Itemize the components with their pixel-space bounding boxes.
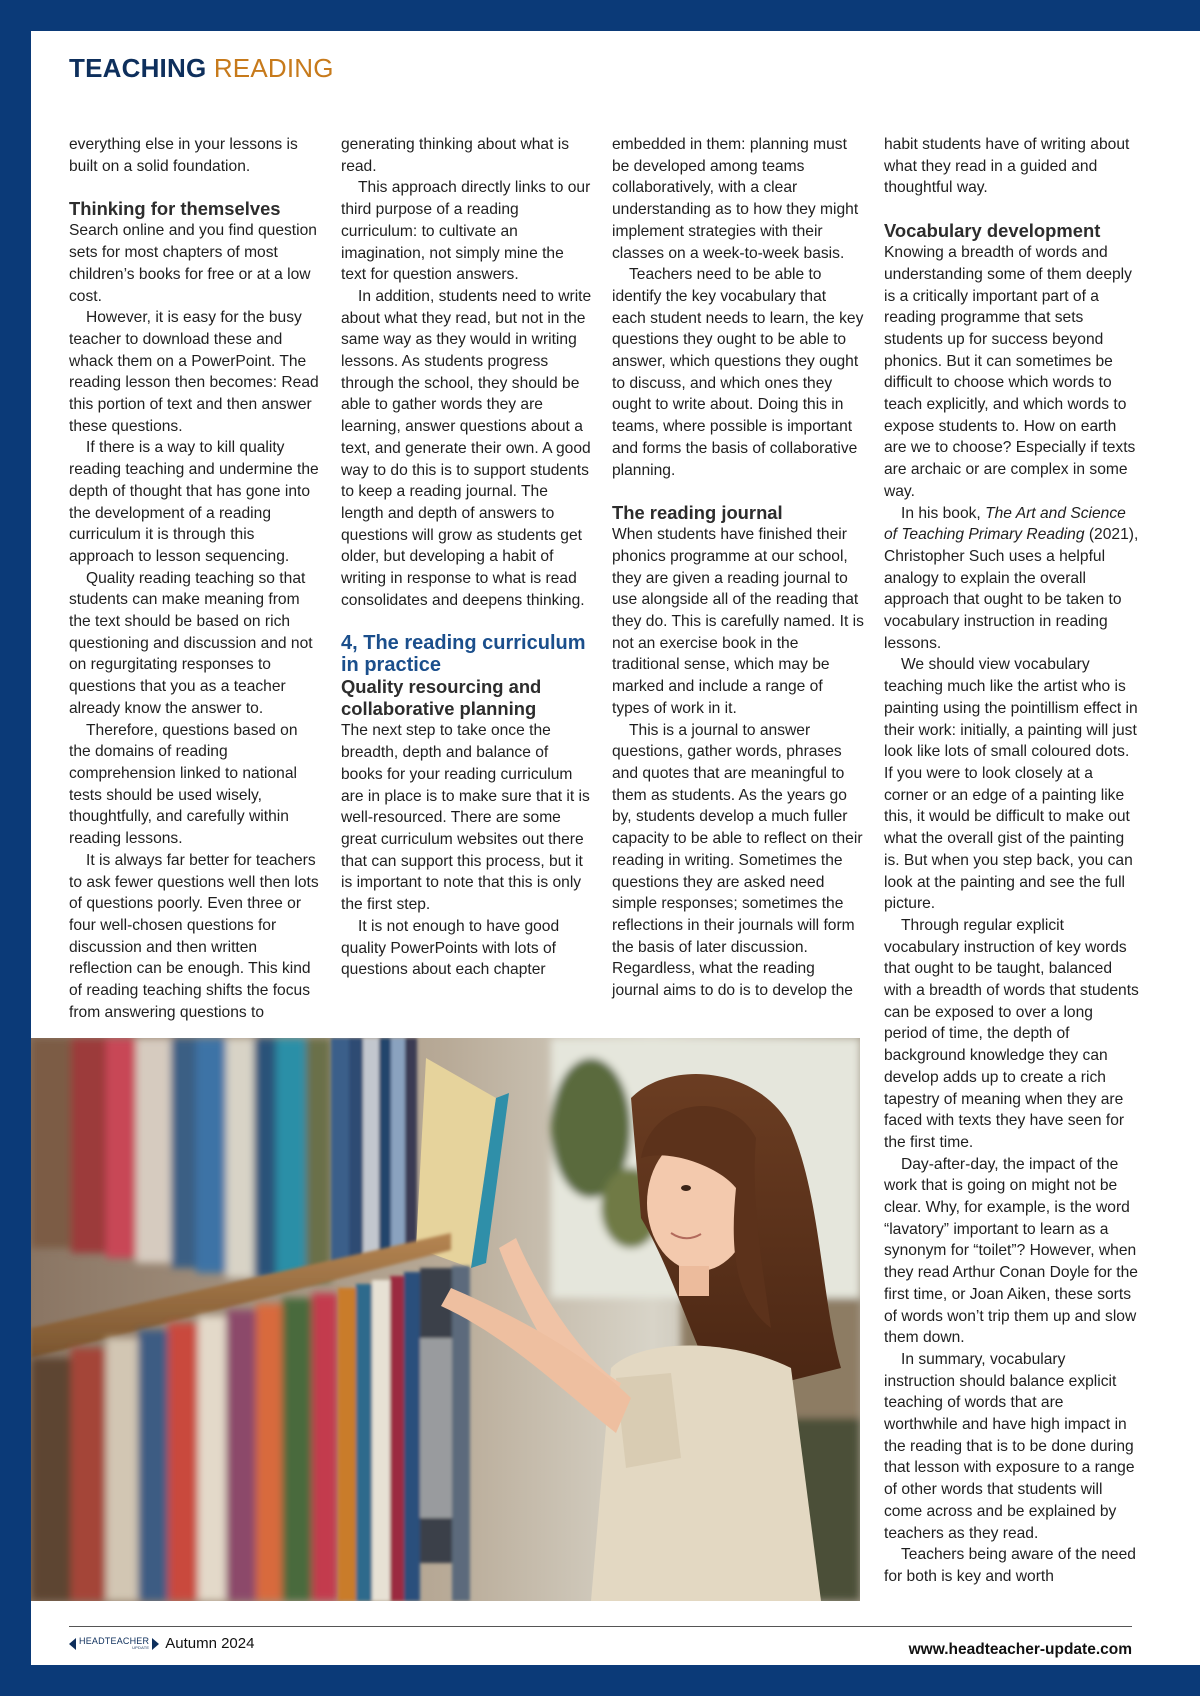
footer-rule bbox=[69, 1626, 1132, 1627]
paragraph: Quality reading teaching so that students can make meaning from the text should be based on rich questioning and discussion and not on regurgitating responses to questions that you as a teacher already know the answer to. bbox=[69, 569, 313, 717]
section-heading-curriculum-practice: 4, The reading curriculum in practice bbox=[341, 632, 586, 677]
subheading-reading-journal: The reading journal bbox=[612, 502, 783, 524]
logo-subtext: UPDATE bbox=[132, 1645, 150, 1650]
paragraph: In summary, vocabulary instruction should balance explicit teaching of words that are worthwhile and have high impact in the reading that is to be done during that lesson with exposure to a range of other words that students will come across and be explained by teachers as they read. bbox=[884, 1350, 1135, 1542]
paragraph: However, it is easy for the busy teacher to download these and whack them on a PowerPoint. The reading lesson then becomes: Read this portion of text and then answer these questions. bbox=[69, 309, 319, 435]
logo-text: HEADTEACHER bbox=[79, 1636, 150, 1646]
paragraph: It is not enough to have good quality PowerPoints with lots of questions about each chapter bbox=[341, 917, 560, 979]
section-title-part1: TEACHING bbox=[69, 53, 207, 83]
paragraph: Therefore, questions based on the domains of reading comprehension linked to national tests should be used wisely, thoughtfully, and carefully within reading lessons. bbox=[69, 721, 298, 848]
paragraph: When students have finished their phonics programme at our school, they are given a reading journal to use alongside all of the reading that they do. This is carefully named. It is not an exercise book in the traditional sense, which may be marked and include a range of types of work in it. bbox=[612, 526, 864, 717]
footer-left bbox=[69, 1635, 254, 1652]
magazine-page bbox=[31, 31, 1200, 1665]
paragraph: If there is a way to kill quality reading teaching and undermine the depth of thought that has gone into the development of a reading curriculum it is through this approach to lesson sequencing. bbox=[69, 439, 319, 565]
paragraph: habit students have of writing about what they read in a guided and thoughtful way. bbox=[884, 136, 1130, 197]
subheading-thinking: Thinking for themselves bbox=[69, 198, 281, 220]
paragraph: In addition, students need to write about what they read, but not in the same way as they would in writing lessons. As students progress through the school, they should be able to gather words they are learning, answer questions about a text, and generate their own. A good way to do this is to support students to keep a reading journal. The length and depth of answers to questions will grow as students get older, but developing a habit of writing in response to what is read consolidates and deepens thinking. bbox=[341, 287, 592, 609]
article-column-3 bbox=[612, 134, 864, 1002]
paragraph: It is always far better for teachers to ask fewer questions well then lots of questions poorly. Even three or four well-chosen questions for discussion and then written reflection can be enough. This kind of reading teaching shifts the focus from answering questions to bbox=[69, 851, 319, 1021]
website-link[interactable]: www.headteacher-update.com bbox=[908, 1641, 1132, 1658]
paragraph: Day-after-day, the impact of the work that is going on might not be clear. Why, for example, is the word “lavatory” important to learn as a synonym for “toilet”? However, when they read Arthur Conan Doyle for the first time, or Joan Aiken, these sorts of words won’t trip them up and slow them down. bbox=[884, 1155, 1138, 1347]
article-column-2 bbox=[341, 134, 593, 981]
library-photo-illustration bbox=[31, 1038, 860, 1601]
issue-label: Autumn 2024 bbox=[165, 1635, 255, 1652]
headteacher-logo bbox=[79, 1637, 149, 1650]
paragraph: Through regular explicit vocabulary instruction of key words that ought to be taught, balanced with a breadth of words that students can be exposed to over a long period of time, the depth of background knowledge they can develop adds up to create a rich tapestry of meaning when they are faced with texts they have seen for the first time. bbox=[884, 916, 1139, 1151]
section-title-part2: READING bbox=[213, 53, 334, 83]
triangle-right-icon[interactable] bbox=[152, 1638, 159, 1650]
paragraph: This approach directly links to our third purpose of a reading curriculum: to cultivate an imagination, not simply mine the text for question answers. bbox=[341, 179, 591, 284]
article-column-4 bbox=[884, 134, 1140, 1588]
library-photo bbox=[31, 1038, 860, 1601]
section-title bbox=[69, 53, 334, 84]
paragraph: The next step to take once the breadth, depth and balance of books for your reading curriculum are in place is to make sure that it is well-resourced. There are some great curriculum websites out there that can support this process, but it is important to note that this is only the first step. bbox=[341, 722, 590, 914]
paragraph bbox=[884, 503, 1140, 655]
paragraph: everything else in your lessons is built on a solid foundation. bbox=[69, 136, 298, 175]
paragraph: Teachers need to be able to identify the key vocabulary that each student needs to learn, the key questions they ought to be able to answer, which questions they ought to discuss, and which ones they ought to write about. Doing this in teams, where possible is important and forms the basis of collaborative planning. bbox=[612, 266, 864, 479]
subheading-resourcing: Quality resourcing and collaborative planning bbox=[341, 676, 542, 720]
text-run: In his book, bbox=[901, 504, 986, 522]
paragraph: generating thinking about what is read. bbox=[341, 136, 569, 175]
book-title: The Art and Science of Teaching Primary Reading bbox=[884, 504, 1126, 544]
paragraph: Search online and you find question sets for most chapters of most children’s books for free or at a low cost. bbox=[69, 222, 317, 305]
paragraph: embedded in them: planning must be developed among teams collaboratively, with a clear understanding as to how they might implement strategies with their classes on a week-to-week basis. bbox=[612, 136, 859, 262]
paragraph: This is a journal to answer questions, gather words, phrases and quotes that are meaningful to them as students. As the years go by, students develop a much fuller capacity to be able to reflect on their reading in writing. Sometimes the questions they are asked need simple responses; sometimes the reflections in their journals will form the basis of later discussion. Regardless, what the reading journal aims to do is to develop the bbox=[612, 721, 863, 1000]
paragraph: Teachers being aware of the need for both is key and worth bbox=[884, 1546, 1136, 1585]
subheading-vocabulary: Vocabulary development bbox=[884, 220, 1101, 242]
text-run: (2021), Christopher Such uses a helpful analogy to explain the overall approach that ought to be taken to vocabulary instruction in reading lessons. bbox=[884, 526, 1139, 652]
paragraph: We should view vocabulary teaching much like the artist who is painting using the pointillism effect in their work: initially, a painting will just look like lots of small coloured dots. If you were to look closely at a corner or an edge of a painting like this, it would be difficult to make out what the overall gist of the painting is. But when you step back, you can look at the painting and see the full picture. bbox=[884, 656, 1138, 913]
paragraph: Knowing a breadth of words and understanding some of them deeply is a critically important part of a reading programme that sets students up for success beyond phonics. But it can sometimes be difficult to choose which words to teach explicitly, and which words to expose students to. How on earth are we to choose? Especially if texts are archaic or are complex in some way. bbox=[884, 244, 1136, 500]
triangle-left-icon[interactable] bbox=[69, 1638, 76, 1650]
article-column-1 bbox=[69, 134, 321, 1023]
